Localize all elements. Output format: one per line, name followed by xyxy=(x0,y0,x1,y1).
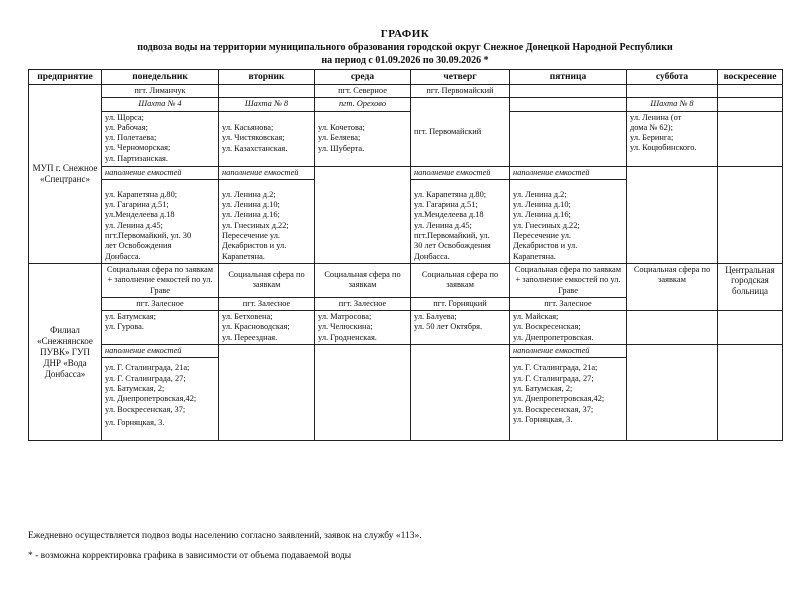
cell-filial-sun-hospital: Центральная городская больница xyxy=(718,263,783,310)
cell-filial-fri-tank-fill: наполнение емкостей xyxy=(510,345,627,358)
street-line: ул. Батумская; xyxy=(105,312,156,322)
column-header-thursday: четверг xyxy=(411,70,510,85)
address-line: Пересечение ул. xyxy=(513,231,572,241)
cell-mup-tue-streets xyxy=(219,111,315,166)
cell-empty xyxy=(315,345,411,441)
address-line: ул. Батумская, 2; xyxy=(105,383,165,393)
cell-mup-tue-addresses xyxy=(219,179,315,263)
address-line: ул. Г. Сталинграда, 21а; xyxy=(105,363,190,373)
street-line: ул. Беляева; xyxy=(318,133,361,143)
cell-mup-thu-tank-fill: наполнение емкостей xyxy=(411,166,510,179)
cell-mup-thu-settlement-2: пгт. Первомайский xyxy=(411,98,510,166)
street-line: ул. Ленина (от xyxy=(630,112,682,122)
address-line: ул. Гнесиных д.22; xyxy=(222,220,289,230)
address-line: ул. Ленина д.16; xyxy=(222,210,280,220)
column-header-sunday: воскресение xyxy=(718,70,783,85)
address-line: ул. Гагарина д.51; xyxy=(105,200,169,210)
address-line: ул. Г. Сталинграда, 27; xyxy=(513,373,594,383)
cell-empty xyxy=(627,311,718,345)
cell-mup-wed-streets xyxy=(315,111,411,166)
document-header xyxy=(20,28,790,67)
cell-mup-mon-streets xyxy=(102,111,219,166)
table-header-row xyxy=(29,70,783,85)
address-line: ул. Ленина д.16; xyxy=(513,210,571,220)
address-line: ул. Ленина д.10; xyxy=(513,200,571,210)
address-line: пгт.Первомайкий, ул. 30 xyxy=(105,231,192,241)
address-line: ул. Горняцкая, 3. xyxy=(105,417,165,427)
address-line: пгт.Первомайкий, ул. xyxy=(414,231,490,241)
address-line: Донбасса. xyxy=(414,251,450,261)
street-line: ул. Воскресенская; xyxy=(513,322,581,332)
address-line: ул. Ленина д.10; xyxy=(222,200,280,210)
cell-filial-wed-social: Социальная сфера по заявкам xyxy=(315,263,411,297)
street-line: дома № 62); xyxy=(630,122,673,132)
address-line: ул. Гагарина д.51; xyxy=(414,200,478,210)
cell-empty xyxy=(718,311,783,345)
street-line: ул. Касьянова; xyxy=(222,123,274,133)
address-line: Карапетяна. xyxy=(513,251,556,261)
column-header-saturday: суббота xyxy=(627,70,718,85)
cell-empty xyxy=(510,98,627,111)
address-line: ул. Карапетяна д.80; xyxy=(414,189,487,199)
column-header-monday: понедельник xyxy=(102,70,219,85)
cell-filial-wed-streets xyxy=(315,311,411,345)
cell-empty xyxy=(627,166,718,263)
cell-filial-mon-streets xyxy=(102,311,219,345)
street-line: ул. Полетаева; xyxy=(105,133,157,143)
cell-mup-wed-settlement: пгт. Северное xyxy=(315,85,411,98)
address-line: ул. Ленина д.45; xyxy=(414,220,472,230)
cell-filial-thu-settlement: пгт. Горняцкий xyxy=(411,297,510,310)
address-line: ул. Гнесиных д.22; xyxy=(513,220,580,230)
cell-empty xyxy=(315,166,411,263)
cell-mup-wed-settlement: пгт. Орехово xyxy=(315,98,411,111)
cell-empty xyxy=(718,98,783,111)
schedule-table xyxy=(28,69,783,441)
cell-empty xyxy=(718,85,783,98)
cell-mup-thu-settlement: пгт. Первомайский xyxy=(411,85,510,98)
street-line: ул. Беринга; xyxy=(630,133,674,143)
document-period: на период с 01.09.2026 по 30.09.2026 * xyxy=(321,55,489,66)
footer-note-asterisk: * - возможна корректировка графика в зависимости от объема подаваемой воды xyxy=(28,551,352,561)
address-line: лет Освобождения xyxy=(105,241,172,251)
cell-filial-wed-settlement: пгт. Залесное xyxy=(315,297,411,310)
address-line: Декабристов и ул. xyxy=(222,241,287,251)
street-line: ул. Переездная. xyxy=(222,332,278,342)
address-line: Декабристов и ул. xyxy=(513,241,578,251)
address-line: ул. Днепропетровская,42; xyxy=(105,394,197,404)
cell-empty xyxy=(718,111,783,166)
table-row xyxy=(29,311,783,345)
cell-empty xyxy=(219,345,315,441)
street-line: ул. Майская; xyxy=(513,312,559,322)
cell-mup-tue-tank-fill: наполнение емкостей xyxy=(219,166,315,179)
cell-empty xyxy=(219,85,315,98)
street-line: ул. Бетховена; xyxy=(222,312,273,322)
cell-mup-sat-mine: Шахта № 8 xyxy=(627,98,718,111)
cell-mup-thu-addresses xyxy=(411,179,510,263)
cell-mup-mon-mine: Шахта № 4 xyxy=(102,98,219,111)
street-line: ул. 50 лет Октября. xyxy=(414,322,483,332)
footer-note-daily: Ежедневно осуществляется подвоз воды населению согласно заявлений, заявок на службу «113». xyxy=(28,531,422,541)
enterprise-cell-mup: МУП г. Снежное «Спецтранс» xyxy=(29,85,102,264)
street-line: ул. Гурова. xyxy=(105,322,144,332)
cell-filial-fri-social: Социальная сфера по заявкам + заполнение емкостей по ул. Граве xyxy=(510,263,627,297)
cell-empty xyxy=(718,345,783,441)
address-line: ул. Г. Сталинграда, 21а; xyxy=(513,363,598,373)
street-line: ул. Щорса; xyxy=(105,112,144,122)
cell-filial-sat-social: Социальная сфера по заявкам xyxy=(627,263,718,310)
cell-filial-thu-social: Социальная сфера по заявкам xyxy=(411,263,510,297)
address-line: Карапетяна. xyxy=(222,251,265,261)
cell-filial-mon-addresses xyxy=(102,358,219,441)
address-line: 30 лет Освобождения xyxy=(414,241,491,251)
cell-empty xyxy=(510,85,627,98)
cell-filial-mon-social: Социальная сфера по заявкам + заполнение емкостей по ул. Граве xyxy=(102,263,219,297)
cell-empty xyxy=(510,111,627,166)
address-line: ул. Горняцкая, 3. xyxy=(513,414,573,424)
cell-filial-mon-settlement: пгт. Залесное xyxy=(102,297,219,310)
address-line: Пересечение ул. xyxy=(222,231,281,241)
cell-filial-tue-streets xyxy=(219,311,315,345)
cell-empty xyxy=(627,345,718,441)
cell-filial-thu-streets xyxy=(411,311,510,345)
table-row xyxy=(29,98,783,111)
address-line: ул. Ленина д.2; xyxy=(222,189,276,199)
table-row xyxy=(29,166,783,179)
address-line: ул. Днепропетровская,42; xyxy=(513,394,605,404)
street-line: ул. Коцюбинского. xyxy=(630,143,697,153)
street-line: ул. Казахстанская. xyxy=(222,143,288,153)
street-line: ул. Балуева; xyxy=(414,312,457,322)
address-line: ул. Г. Сталинграда, 27; xyxy=(105,373,186,383)
column-header-enterprise: предприятие xyxy=(29,70,102,85)
cell-mup-sat-streets xyxy=(627,111,718,166)
address-line: ул.Менделеева д.18 xyxy=(105,210,175,220)
address-line: ул. Ленина д.2; xyxy=(513,189,567,199)
cell-filial-tue-settlement: пгт. Залесное xyxy=(219,297,315,310)
address-line: ул. Воскресенская, 37; xyxy=(513,404,594,414)
table-row xyxy=(29,85,783,98)
address-line: ул. Воскресенская, 37; xyxy=(105,404,186,414)
cell-empty xyxy=(411,345,510,441)
street-line: ул. Партизанская. xyxy=(105,153,168,163)
cell-filial-fri-settlement: пгт. Залесное xyxy=(510,297,627,310)
street-line: ул. Красноводская; xyxy=(222,322,290,332)
address-line: Донбасса. xyxy=(105,251,141,261)
document-title: ГРАФИК xyxy=(380,28,430,40)
street-line: ул. Челюскина; xyxy=(318,322,373,332)
cell-filial-mon-tank-fill: наполнение емкостей xyxy=(102,345,219,358)
cell-mup-fri-tank-fill: наполнение емкостей xyxy=(510,166,627,179)
street-line: ул. Рабочая; xyxy=(105,122,148,132)
cell-filial-tue-social: Социальная сфера по заявкам xyxy=(219,263,315,297)
cell-empty xyxy=(718,166,783,263)
cell-filial-fri-addresses xyxy=(510,358,627,441)
street-line: ул. Черноморская; xyxy=(105,143,171,153)
address-line: ул. Карапетяна д.80; xyxy=(105,189,178,199)
cell-mup-mon-addresses xyxy=(102,179,219,263)
address-line: ул. Ленина д.45; xyxy=(105,220,163,230)
cell-mup-tue-mine: Шахта № 8 xyxy=(219,98,315,111)
column-header-friday: пятница xyxy=(510,70,627,85)
address-line: ул.Менделеева д.18 xyxy=(414,210,484,220)
street-line: ул. Кочетова; xyxy=(318,123,365,133)
street-line: ул. Гродненская. xyxy=(318,332,377,342)
enterprise-cell-filial: Филиал «Снежнянское ПУВК» ГУП ДНР «Вода Донбасса» xyxy=(29,263,102,440)
cell-mup-mon-settlement: пгт. Лиманчук xyxy=(102,85,219,98)
document-subtitle: подвоза воды на территории муниципального образования городской округ Снежное Донецкой Народной Республики xyxy=(137,42,673,53)
street-line: ул. Матросова; xyxy=(318,312,372,322)
cell-mup-fri-addresses xyxy=(510,179,627,263)
cell-mup-mon-tank-fill: наполнение емкостей xyxy=(102,166,219,179)
cell-empty xyxy=(627,85,718,98)
street-line: ул. Днепропетровская. xyxy=(513,332,594,342)
street-line: ул. Чистяковская; xyxy=(222,133,285,143)
table-row xyxy=(29,263,783,297)
column-header-tuesday: вторник xyxy=(219,70,315,85)
table-row xyxy=(29,345,783,358)
address-line: ул. Батумская, 2; xyxy=(513,383,573,393)
table-row xyxy=(29,111,783,166)
cell-filial-fri-streets xyxy=(510,311,627,345)
street-line: ул. Шуберта. xyxy=(318,143,365,153)
column-header-wednesday: среда xyxy=(315,70,411,85)
